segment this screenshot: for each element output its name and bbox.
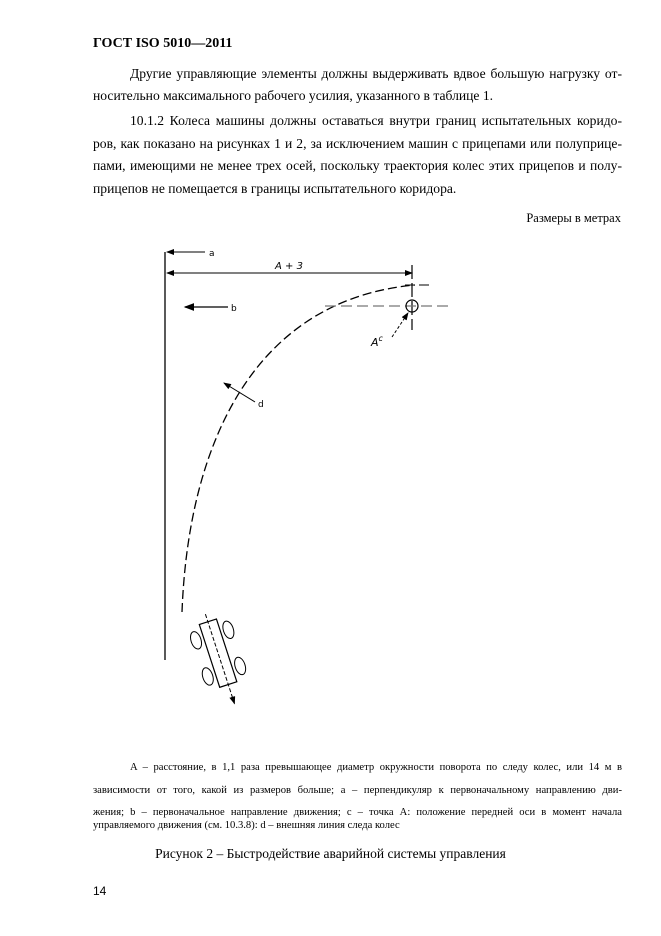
label-d: d: [258, 400, 264, 410]
paragraph-line: Другие управляющие элементы должны выдерживать вдвое большую нагрузку от-: [130, 66, 622, 81]
label-A: $A^c$: [371, 334, 383, 349]
paragraph-line: прицепов не помещается в границы испытательного коридора.: [93, 181, 457, 196]
caption-line: управляемого движения (см. 10.3.8): d – внешняя линия следа колес: [93, 820, 400, 831]
units-note: Размеры в метрах: [526, 211, 621, 225]
leader-a: [392, 313, 408, 337]
figure-title: Рисунок 2 – Быстродействие аварийной системы управления: [155, 846, 506, 861]
page-number: 14: [93, 884, 107, 898]
label-a: a: [209, 249, 215, 259]
caption-line: жения; b – первоначальное направление движения; c – точка А: положение передней оси в момент начала: [93, 807, 622, 818]
paragraph-line: ров, как показано на рисунках 1 и 2, за исключением машин с прицепами или полуприце-: [93, 136, 622, 151]
paragraph-line: 10.1.2 Колеса машины должны оставаться внутри границ испытательных коридо-: [130, 113, 622, 128]
paragraph-line: носительно максимального рабочего усилия, указанного в таблице 1.: [93, 88, 494, 103]
paragraph-line: пами, имеющими не менее трех осей, поскольку траектория колес этих прицепов и полу-: [93, 158, 622, 173]
leader-d: [224, 383, 255, 402]
vehicle-icon: [184, 607, 255, 710]
caption-line: зависимости от того, какой из размеров больше; a – перпендикуляр к первоначальному направлению дви-: [93, 785, 622, 796]
label-b: b: [231, 304, 237, 314]
dimension-label: A + 3: [275, 261, 303, 272]
caption-line: A – расстояние, в 1,1 раза превышающее диаметр окружности поворота по следу колес, или 14 м в: [130, 762, 622, 773]
document-header: ГОСТ ISO 5010—2011: [93, 36, 233, 51]
